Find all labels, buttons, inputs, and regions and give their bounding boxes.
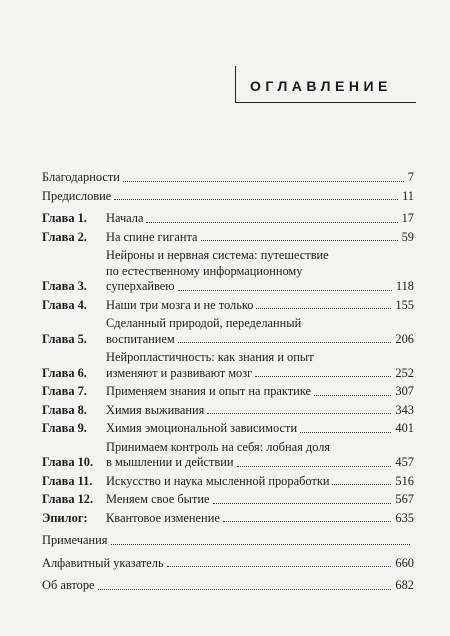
entry-title-line: Предисловие	[42, 188, 112, 203]
dot-leader	[123, 181, 404, 182]
dot-leader	[256, 308, 391, 309]
toc-entry	[42, 578, 414, 594]
dot-leader	[237, 466, 392, 467]
page-number: 682	[395, 578, 414, 592]
dot-leader	[114, 199, 398, 200]
entry-title-line: Химия эмоциональной зависимости	[106, 421, 298, 435]
entry-title-line: Квантовое изменение	[106, 510, 220, 525]
entry-title-line: Нейроны и нервная система: путешествие	[106, 248, 329, 262]
entry-title-line: Искусство и наука мысленной проработки	[106, 473, 330, 488]
page-title: ОГЛАВЛЕНИЕ	[250, 78, 392, 94]
page-number: 59	[401, 229, 414, 244]
entry-title-line: Благодарности	[42, 170, 120, 184]
page-number: 635	[395, 510, 414, 525]
dot-leader	[332, 484, 391, 485]
dot-leader	[207, 413, 391, 414]
dot-leader	[178, 342, 392, 343]
dot-leader	[314, 395, 391, 396]
page-number: 11	[402, 188, 414, 203]
chapter-label: Глава 7.	[42, 384, 87, 398]
page-number: 343	[395, 402, 414, 417]
page-number: 457	[395, 455, 414, 469]
page-number: 206	[395, 331, 414, 346]
dot-leader	[223, 521, 392, 522]
chapter-label: Глава 1.	[42, 211, 87, 225]
toc-entry	[42, 189, 414, 205]
page-number: 567	[395, 492, 414, 506]
toc-entry	[42, 384, 414, 400]
page-number: 307	[395, 384, 414, 398]
toc-entry	[42, 230, 414, 246]
chapter-label: Глава 9.	[42, 421, 87, 435]
page-number: 252	[395, 365, 414, 380]
chapter-label: Глава 10.	[42, 455, 94, 469]
entry-title-line: Нейропластичность: как знания и опыт	[106, 350, 314, 364]
page-number: 118	[395, 279, 414, 293]
toc-entry	[42, 421, 414, 437]
entry-title-line: Об авторе	[42, 578, 95, 592]
entry-title-line: Алфавитный указатель	[42, 555, 164, 570]
entry-title-line: воспитанием	[106, 331, 175, 346]
dot-leader	[167, 566, 392, 567]
page-number: 660	[395, 555, 414, 570]
chapter-label: Глава 12.	[42, 492, 94, 506]
page-number: 401	[395, 421, 414, 435]
toc-entry	[42, 533, 414, 549]
entry-title-line: Меняем свое бытие	[106, 492, 210, 506]
entry-title-line: Принимаем контроль на себя: лобная доля	[106, 439, 331, 454]
toc-entry	[42, 492, 414, 508]
dot-leader	[146, 222, 397, 223]
dot-leader	[111, 544, 411, 545]
table-of-contents	[42, 170, 414, 597]
page-number: 17	[401, 211, 414, 225]
dot-leader	[213, 503, 392, 504]
toc-entry	[42, 474, 414, 490]
entry-title-line: Сделанный природой, переделанный	[106, 316, 302, 330]
chapter-label: Глава 4.	[42, 297, 87, 312]
toc-entry	[42, 440, 414, 471]
dot-leader	[255, 376, 391, 377]
toc-entry	[42, 403, 414, 419]
toc-entry	[42, 248, 414, 295]
entry-title-line: Применяем знания и опыт на практике	[106, 384, 312, 398]
chapter-label: Глава 6.	[42, 365, 87, 380]
page-number: 7	[407, 170, 414, 184]
toc-entry	[42, 211, 414, 227]
dot-leader	[98, 589, 392, 590]
entry-title-line: Примечания	[42, 533, 108, 547]
toc-entry	[42, 298, 414, 314]
entry-title-line: суперхайвею	[106, 279, 175, 293]
chapter-label: Глава 11.	[42, 473, 93, 488]
page-number: 516	[395, 473, 414, 488]
toc-entry	[42, 170, 414, 186]
toc-entry	[42, 556, 414, 572]
entry-title-line: по естественному информационному	[106, 263, 303, 278]
chapter-label: Глава 2.	[42, 229, 87, 244]
page-number: 155	[395, 297, 414, 312]
toc-entry	[42, 511, 414, 527]
chapter-label: Глава 5.	[42, 331, 87, 346]
toc-entry	[42, 350, 414, 381]
entry-title-line: Химия выживания	[106, 402, 205, 417]
entry-title-line: На спине гиганта	[106, 229, 198, 244]
dot-leader	[201, 240, 398, 241]
entry-title-line: Наши три мозга и не только	[106, 297, 254, 312]
entry-title-line: изменяют и развивают мозг	[106, 365, 253, 380]
toc-entry	[42, 316, 414, 347]
entry-title-line: в мышлении и действии	[106, 455, 234, 469]
entry-title-line: Начала	[106, 211, 144, 225]
chapter-label: Глава 8.	[42, 402, 87, 417]
chapter-label: Эпилог:	[42, 510, 88, 525]
dot-leader	[178, 290, 392, 291]
dot-leader	[300, 432, 391, 433]
chapter-label: Глава 3.	[42, 279, 87, 293]
